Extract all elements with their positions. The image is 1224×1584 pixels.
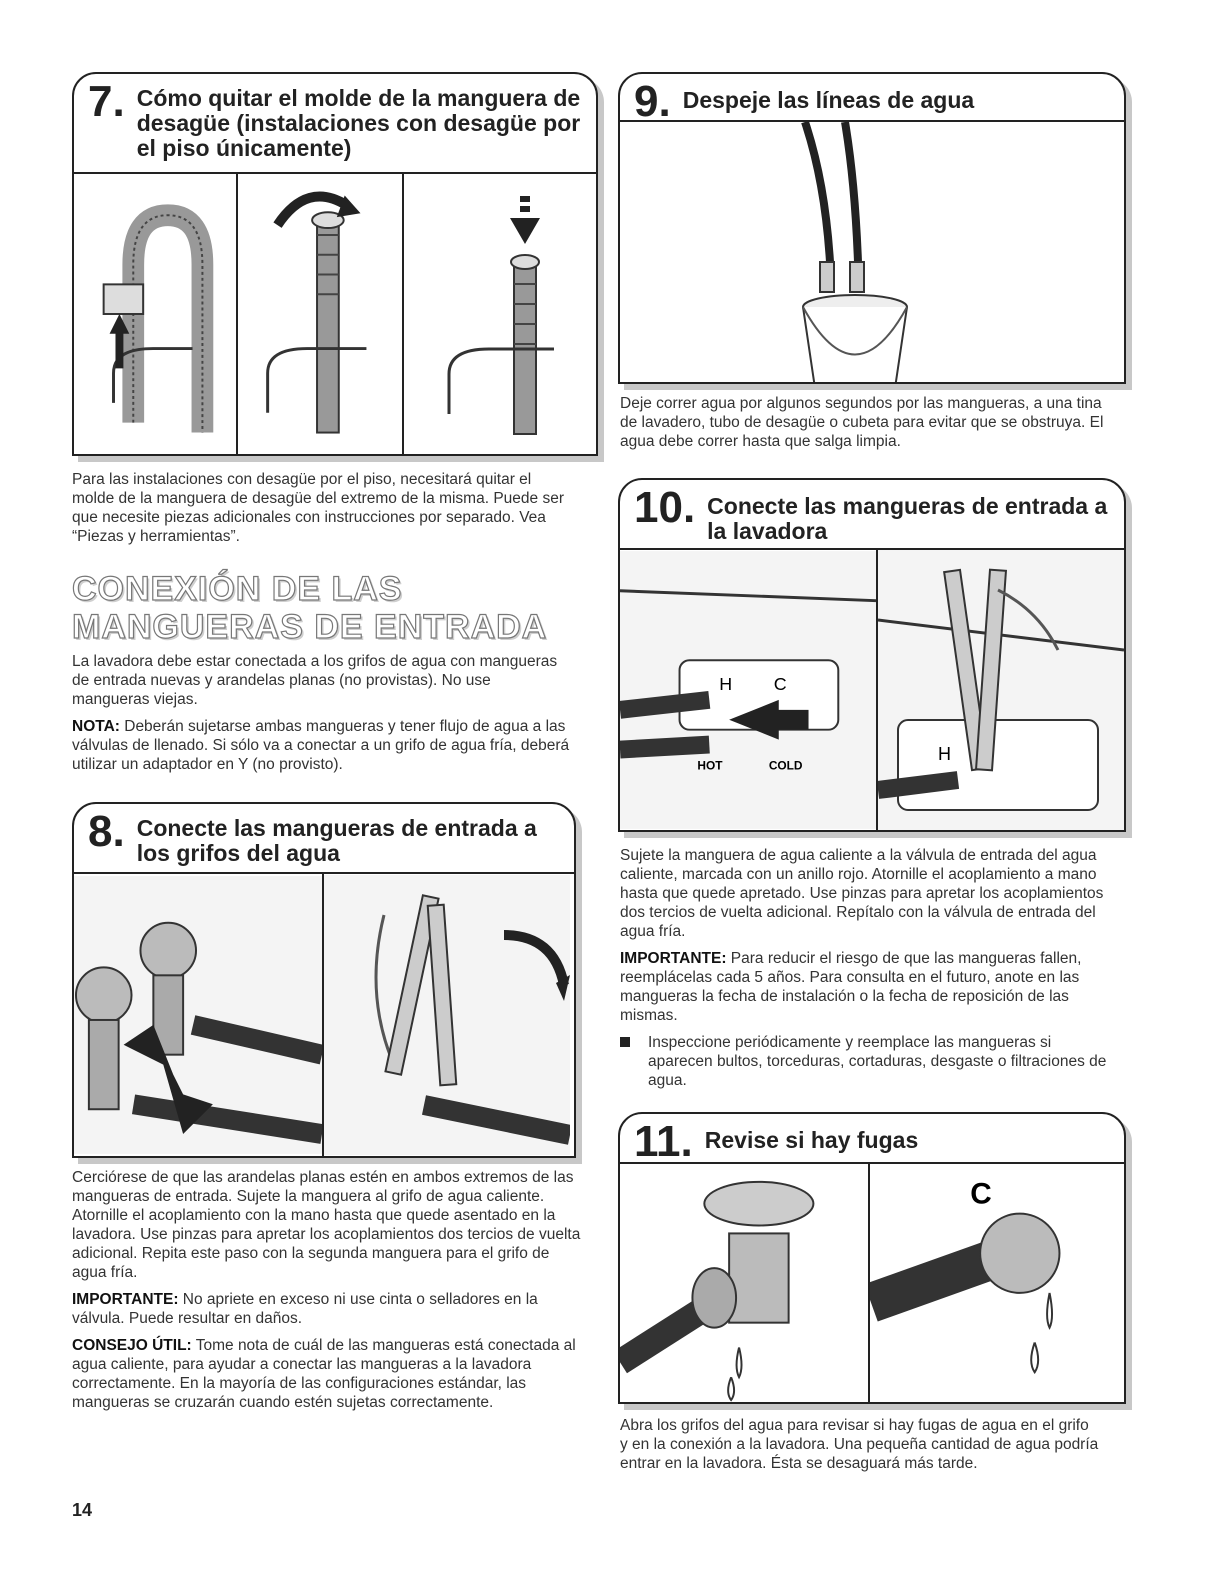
step-10-box [618, 478, 1126, 832]
step-11-number: 11. [634, 1117, 693, 1166]
faucet-hose-illustration [74, 874, 324, 1156]
step-8-number: 8. [88, 807, 125, 856]
pliers-inlet-illustration [878, 550, 1124, 830]
step-8-illustrations [74, 874, 574, 1156]
step-11-header [620, 1114, 1124, 1164]
nota-label: NOTA: [72, 718, 120, 735]
tip-text: Tome nota de cuál de las mangueras está conectada al agua caliente, para ayudar a conectar las mangueras a la lavadora correctamente. En la mayoría de las configuraciones estándar, las mangueras se cruzarán cuando estén sujetas correctamente. [72, 1337, 576, 1411]
step-10-important-label: IMPORTANTE: [620, 950, 727, 967]
step-10-paragraph: Sujete la manguera de agua caliente a la válvula de entrada del agua caliente, marcada con un anillo rojo. Atornille el acoplamiento a mano hasta que quede apretado. Use pinzas para apretar los acoplamientos dos tercios de vuelta adicional. Repítalo con la válvula de entrada del agua fría. [620, 847, 1104, 940]
step-7-title: Cómo quitar el molde de la manguera de desagüe (instalaciones con desagüe por el piso únicamente) [136, 85, 581, 161]
step-10-important [620, 949, 1120, 1025]
bullet-text: Inspeccione periódicamente y reemplace las mangueras si aparecen bultos, torceduras, cortaduras, desgaste o filtraciones de agua. [648, 1034, 1107, 1089]
step-8-important [72, 1290, 582, 1328]
bullet-square-icon [620, 1037, 630, 1047]
section-title: CONEXIÓN DE LAS MANGUERAS DE ENTRADA [72, 570, 548, 646]
step-10-text [620, 846, 1120, 1090]
step-11-illustrations [620, 1164, 1124, 1402]
hose-leak-illustration [870, 1164, 1124, 1402]
pliers-faucet-illustration [324, 874, 570, 1156]
tip-label: CONSEJO ÚTIL: [72, 1337, 192, 1354]
step-10-important-text: Para reducir el riesgo de que las mangueras fallen, reemplácelas cada 5 años. Para consulta en el futuro, anote en las mangueras la fecha de instalación o la fecha de reposición de las mismas. [620, 950, 1082, 1024]
step-10-header [620, 480, 1124, 550]
step-8-header [74, 804, 574, 874]
valve-label-c: C [773, 674, 787, 694]
step-11-text: Abra los grifos del agua para revisar si hay fugas de agua en el grifo y en la conexión a la lavadora. Una pequeña cantidad de agua podría entrar en la lavadora. Ésta se desaguará más tarde. [620, 1417, 1099, 1472]
intro-text [72, 652, 572, 782]
step-7-illustrations [74, 174, 596, 454]
inspect-bullet [620, 1033, 1120, 1090]
valve-label-h: H [719, 674, 733, 694]
step-7-box [72, 72, 598, 456]
step-9-number: 9. [634, 77, 671, 126]
step-9-title: Despeje las líneas de agua [682, 87, 975, 113]
step-11-box [618, 1112, 1126, 1404]
important-label: IMPORTANTE: [72, 1291, 179, 1308]
step-10-number: 10. [634, 483, 696, 532]
valve-label-cold: COLD [768, 758, 803, 773]
step-9-illustration [620, 122, 1124, 382]
step-11-title: Revise si hay fugas [704, 1127, 919, 1153]
step-8-text [72, 1168, 582, 1420]
step-10-title: Conecte las mangueras de entrada a la lavadora [707, 493, 1108, 544]
step-8-title: Conecte las mangueras de entrada a los grifos del agua [136, 815, 537, 866]
nota-paragraph [72, 717, 572, 774]
intro-paragraph: La lavadora debe estar conectada a los grifos de agua con mangueras de entrada nuevas y arandelas planas (no provistas). No use mangueras viejas. [72, 653, 558, 708]
step-7-number: 7. [88, 77, 125, 126]
washer-inlet-illustration [620, 550, 878, 830]
important-text: No apriete en exceso ni use cinta o selladores en la válvula. Puede resultar en daños. [72, 1291, 538, 1327]
bucket-illustration [620, 122, 1124, 382]
step-7-text: Para las instalaciones con desagüe por el piso, necesitará quitar el molde de la manguera de desagüe del extremo de la misma. Puede ser que necesite piezas adicionales con instrucciones por separado. Vea “Piezas y herramientas”. [72, 471, 564, 545]
step-8-box [72, 802, 576, 1158]
step-7-header [74, 74, 596, 174]
step-9-box [618, 72, 1126, 384]
drain-hose-illustration-3 [404, 174, 592, 454]
step-9-header [620, 74, 1124, 126]
inlet-label-c: C [970, 1177, 992, 1211]
nota-text: Deberán sujetarse ambas mangueras y tener flujo de agua a las válvulas de llenado. Si sólo va a conectar a un grifo de agua fría, deberá utilizar un adaptador en Y (no provisto). [72, 718, 570, 773]
drain-hose-illustration-1 [74, 174, 238, 454]
inlet-label-h: H [938, 744, 951, 764]
step-8-paragraph: Cerciórese de que las arandelas planas estén en ambos extremos de las mangueras de entrada. Sujete la manguera al grifo de agua caliente. Atornille el acoplamiento con la mano hasta que quede asentado en la lavadora. Use pinzas para apretar los acoplamientos dos tercios de vuelta adicional. Repita este paso con la segunda manguera para el grifo de agua fría. [72, 1169, 581, 1281]
faucet-leak-illustration [620, 1164, 870, 1402]
step-10-illustrations [620, 550, 1124, 830]
valve-label-hot: HOT [697, 758, 723, 773]
step-8-tip [72, 1336, 582, 1412]
step-9-text: Deje correr agua por algunos segundos por las mangueras, a una tina de lavadero, tubo de desagüe o cubeta para evitar que se obstruya. El agua debe correr hasta que salga limpia. [620, 395, 1104, 450]
drain-hose-illustration-2 [238, 174, 404, 454]
page-number: 14 [72, 1500, 93, 1520]
